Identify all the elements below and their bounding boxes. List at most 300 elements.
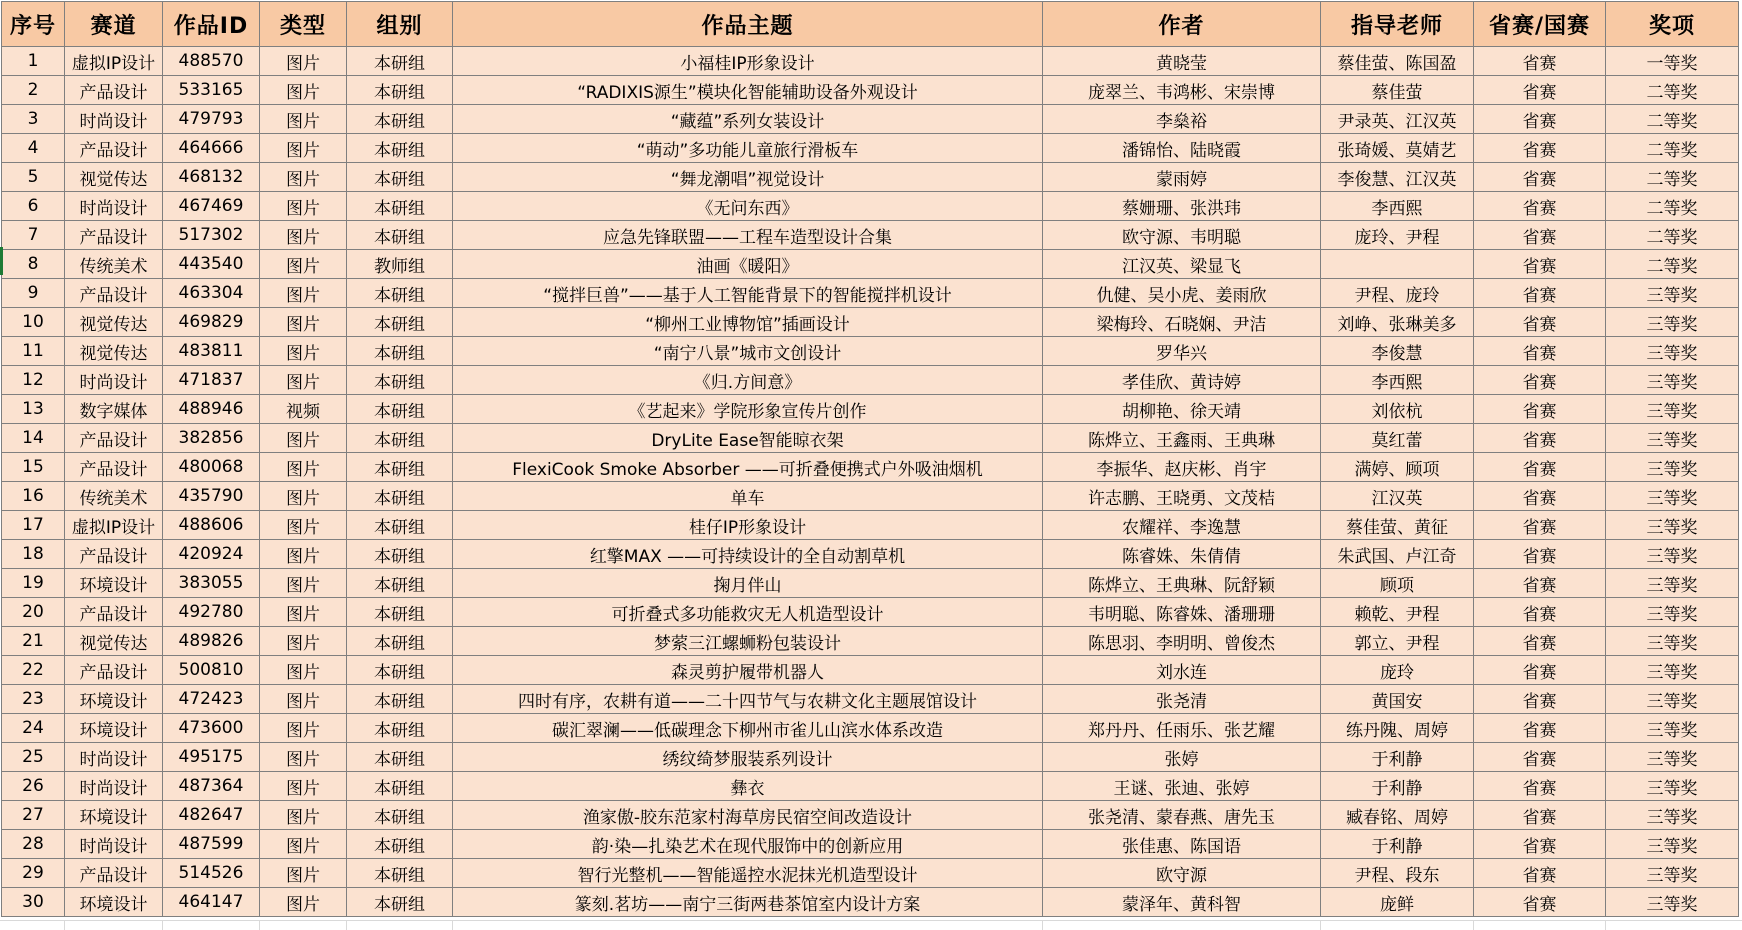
cell-col-advisors[interactable]: 江汉英 [1321, 482, 1474, 511]
cell-col-work-id[interactable]: 473600 [163, 714, 260, 743]
cell-col-type[interactable]: 图片 [260, 482, 347, 511]
cell-col-track[interactable]: 视觉传达 [65, 308, 163, 337]
cell-col-type[interactable]: 图片 [260, 192, 347, 221]
cell-col-work-id[interactable]: 480068 [163, 453, 260, 482]
header-col-level[interactable]: 省赛/国赛 [1474, 2, 1606, 47]
cell-col-work-id[interactable]: 517302 [163, 221, 260, 250]
cell-col-authors[interactable]: 胡柳艳、徐天靖 [1043, 395, 1321, 424]
cell-col-authors[interactable]: 蒙泽年、黄科智 [1043, 888, 1321, 917]
cell-col-award[interactable]: 三等奖 [1606, 743, 1739, 772]
cell-col-index[interactable]: 22 [2, 656, 65, 685]
cell-col-track[interactable]: 时尚设计 [65, 105, 163, 134]
cell-col-index[interactable]: 20 [2, 598, 65, 627]
cell-col-work-id[interactable]: 483811 [163, 337, 260, 366]
cell-col-group[interactable]: 本研组 [347, 598, 453, 627]
cell-col-type[interactable]: 图片 [260, 47, 347, 76]
cell-col-authors[interactable]: 陈睿姝、朱倩倩 [1043, 540, 1321, 569]
cell-col-level[interactable]: 省赛 [1474, 540, 1606, 569]
cell-col-track[interactable]: 视觉传达 [65, 627, 163, 656]
cell-col-advisors[interactable]: 尹程、段东 [1321, 859, 1474, 888]
cell-col-work-id[interactable]: 464147 [163, 888, 260, 917]
cell-col-title[interactable]: “柳州工业博物馆”插画设计 [453, 308, 1043, 337]
cell-col-group[interactable]: 本研组 [347, 772, 453, 801]
cell-col-advisors[interactable]: 朱武国、卢江奇 [1321, 540, 1474, 569]
cell-col-index[interactable]: 12 [2, 366, 65, 395]
cell-col-index[interactable]: 23 [2, 685, 65, 714]
cell-col-authors[interactable]: 张尧清、蒙春燕、唐先玉 [1043, 801, 1321, 830]
cell-col-work-id[interactable]: 463304 [163, 279, 260, 308]
cell-col-work-id[interactable]: 487364 [163, 772, 260, 801]
cell-col-type[interactable]: 图片 [260, 453, 347, 482]
cell-col-advisors[interactable]: 臧春铭、周婷 [1321, 801, 1474, 830]
cell-col-type[interactable]: 图片 [260, 772, 347, 801]
cell-col-group[interactable]: 本研组 [347, 337, 453, 366]
cell-col-title[interactable]: 篆刻.茗坊——南宁三街两巷茶馆室内设计方案 [453, 888, 1043, 917]
cell-col-award[interactable]: 三等奖 [1606, 279, 1739, 308]
cell-col-work-id[interactable]: 487599 [163, 830, 260, 859]
cell-col-title[interactable]: 应急先锋联盟——工程车造型设计合集 [453, 221, 1043, 250]
cell-col-level[interactable]: 省赛 [1474, 424, 1606, 453]
cell-col-award[interactable]: 二等奖 [1606, 163, 1739, 192]
cell-col-type[interactable]: 图片 [260, 76, 347, 105]
cell-col-type[interactable]: 图片 [260, 714, 347, 743]
cell-col-group[interactable]: 本研组 [347, 395, 453, 424]
cell-col-type[interactable]: 图片 [260, 105, 347, 134]
cell-col-type[interactable]: 图片 [260, 598, 347, 627]
cell-col-award[interactable]: 三等奖 [1606, 540, 1739, 569]
cell-col-track[interactable]: 时尚设计 [65, 772, 163, 801]
cell-col-level[interactable]: 省赛 [1474, 511, 1606, 540]
cell-col-authors[interactable]: 刘水连 [1043, 656, 1321, 685]
cell-col-title[interactable]: “搅拌巨兽”——基于人工智能背景下的智能搅拌机设计 [453, 279, 1043, 308]
cell-col-award[interactable]: 三等奖 [1606, 830, 1739, 859]
cell-col-type[interactable]: 图片 [260, 801, 347, 830]
cell-col-title[interactable]: 碳汇翠澜——低碳理念下柳州市雀儿山滨水体系改造 [453, 714, 1043, 743]
cell-col-advisors[interactable]: 庞鲜 [1321, 888, 1474, 917]
cell-col-index[interactable]: 24 [2, 714, 65, 743]
cell-col-award[interactable]: 三等奖 [1606, 772, 1739, 801]
cell-col-work-id[interactable]: 482647 [163, 801, 260, 830]
cell-col-type[interactable]: 图片 [260, 424, 347, 453]
cell-col-authors[interactable]: 黄晓莹 [1043, 47, 1321, 76]
cell-col-index[interactable]: 27 [2, 801, 65, 830]
cell-col-track[interactable]: 环境设计 [65, 801, 163, 830]
cell-col-level[interactable]: 省赛 [1474, 569, 1606, 598]
cell-col-index[interactable]: 15 [2, 453, 65, 482]
header-col-title[interactable]: 作品主题 [453, 2, 1043, 47]
cell-col-award[interactable]: 二等奖 [1606, 221, 1739, 250]
cell-col-index[interactable]: 3 [2, 105, 65, 134]
cell-col-group[interactable]: 本研组 [347, 453, 453, 482]
cell-col-index[interactable]: 9 [2, 279, 65, 308]
cell-col-title[interactable]: 油画《暖阳》 [453, 250, 1043, 279]
cell-col-index[interactable]: 21 [2, 627, 65, 656]
cell-col-level[interactable]: 省赛 [1474, 888, 1606, 917]
cell-col-award[interactable]: 三等奖 [1606, 482, 1739, 511]
cell-col-type[interactable]: 图片 [260, 366, 347, 395]
cell-col-track[interactable]: 产品设计 [65, 76, 163, 105]
cell-col-title[interactable]: “舞龙潮唱”视觉设计 [453, 163, 1043, 192]
cell-col-level[interactable]: 省赛 [1474, 743, 1606, 772]
cell-col-type[interactable]: 图片 [260, 859, 347, 888]
cell-col-award[interactable]: 三等奖 [1606, 453, 1739, 482]
cell-col-group[interactable]: 本研组 [347, 743, 453, 772]
cell-col-type[interactable]: 图片 [260, 250, 347, 279]
cell-col-authors[interactable]: 潘锦怡、陆晓霞 [1043, 134, 1321, 163]
cell-col-advisors[interactable]: 李西熙 [1321, 192, 1474, 221]
cell-col-type[interactable]: 视频 [260, 395, 347, 424]
cell-col-award[interactable]: 三等奖 [1606, 337, 1739, 366]
cell-col-level[interactable]: 省赛 [1474, 859, 1606, 888]
cell-col-authors[interactable]: 李振华、赵庆彬、肖宇 [1043, 453, 1321, 482]
cell-col-title[interactable]: 小福桂IP形象设计 [453, 47, 1043, 76]
cell-col-group[interactable]: 本研组 [347, 76, 453, 105]
cell-col-authors[interactable]: 韦明聪、陈睿姝、潘珊珊 [1043, 598, 1321, 627]
cell-col-title[interactable]: “南宁八景”城市文创设计 [453, 337, 1043, 366]
cell-col-group[interactable]: 本研组 [347, 511, 453, 540]
cell-col-title[interactable]: 《归.方间意》 [453, 366, 1043, 395]
cell-col-advisors[interactable]: 于利静 [1321, 743, 1474, 772]
header-col-index[interactable]: 序号 [2, 2, 65, 47]
cell-col-type[interactable]: 图片 [260, 627, 347, 656]
cell-col-level[interactable]: 省赛 [1474, 221, 1606, 250]
cell-col-title[interactable]: 单车 [453, 482, 1043, 511]
cell-col-group[interactable]: 本研组 [347, 163, 453, 192]
cell-col-index[interactable]: 17 [2, 511, 65, 540]
cell-col-type[interactable]: 图片 [260, 743, 347, 772]
cell-col-award[interactable]: 三等奖 [1606, 685, 1739, 714]
cell-col-title[interactable]: 渔家傲-胶东范家村海草房民宿空间改造设计 [453, 801, 1043, 830]
cell-col-type[interactable]: 图片 [260, 830, 347, 859]
cell-col-track[interactable]: 虚拟IP设计 [65, 511, 163, 540]
cell-col-group[interactable]: 本研组 [347, 134, 453, 163]
cell-col-level[interactable]: 省赛 [1474, 453, 1606, 482]
cell-col-title[interactable]: FlexiCook Smoke Absorber ——可折叠便携式户外吸油烟机 [453, 453, 1043, 482]
cell-col-work-id[interactable]: 443540 [163, 250, 260, 279]
cell-col-level[interactable]: 省赛 [1474, 366, 1606, 395]
cell-col-track[interactable]: 产品设计 [65, 453, 163, 482]
cell-col-level[interactable]: 省赛 [1474, 279, 1606, 308]
cell-col-type[interactable]: 图片 [260, 308, 347, 337]
cell-col-track[interactable]: 视觉传达 [65, 337, 163, 366]
cell-col-authors[interactable]: 许志鹏、王晓勇、文茂桔 [1043, 482, 1321, 511]
cell-col-level[interactable]: 省赛 [1474, 337, 1606, 366]
cell-col-index[interactable]: 16 [2, 482, 65, 511]
cell-col-title[interactable]: 韵·染—扎染艺术在现代服饰中的创新应用 [453, 830, 1043, 859]
cell-col-authors[interactable]: 仇健、吴小虎、姜雨欣 [1043, 279, 1321, 308]
cell-col-track[interactable]: 时尚设计 [65, 743, 163, 772]
cell-col-advisors[interactable]: 赖乾、尹程 [1321, 598, 1474, 627]
cell-col-award[interactable]: 三等奖 [1606, 366, 1739, 395]
cell-col-track[interactable]: 传统美术 [65, 482, 163, 511]
cell-col-type[interactable]: 图片 [260, 540, 347, 569]
cell-col-track[interactable]: 环境设计 [65, 888, 163, 917]
cell-col-work-id[interactable]: 382856 [163, 424, 260, 453]
cell-col-advisors[interactable] [1321, 250, 1474, 279]
cell-col-type[interactable]: 图片 [260, 569, 347, 598]
cell-col-advisors[interactable]: 练丹隗、周婷 [1321, 714, 1474, 743]
cell-col-title[interactable]: 梦萦三江螺蛳粉包装设计 [453, 627, 1043, 656]
cell-col-title[interactable]: 掬月伴山 [453, 569, 1043, 598]
cell-col-work-id[interactable]: 472423 [163, 685, 260, 714]
cell-col-type[interactable]: 图片 [260, 685, 347, 714]
cell-col-advisors[interactable]: 满婷、顾项 [1321, 453, 1474, 482]
cell-col-index[interactable]: 1 [2, 47, 65, 76]
cell-col-work-id[interactable]: 467469 [163, 192, 260, 221]
cell-col-group[interactable]: 本研组 [347, 221, 453, 250]
cell-col-title[interactable]: 可折叠式多功能救灾无人机造型设计 [453, 598, 1043, 627]
cell-col-award[interactable]: 三等奖 [1606, 424, 1739, 453]
header-col-group[interactable]: 组别 [347, 2, 453, 47]
cell-col-level[interactable]: 省赛 [1474, 395, 1606, 424]
cell-col-work-id[interactable]: 489826 [163, 627, 260, 656]
cell-col-track[interactable]: 产品设计 [65, 134, 163, 163]
cell-col-track[interactable]: 产品设计 [65, 279, 163, 308]
cell-col-advisors[interactable]: 莫红蕾 [1321, 424, 1474, 453]
cell-col-level[interactable]: 省赛 [1474, 134, 1606, 163]
cell-col-index[interactable]: 8 [2, 250, 65, 279]
cell-col-work-id[interactable]: 492780 [163, 598, 260, 627]
cell-col-authors[interactable]: 王谜、张迪、张婷 [1043, 772, 1321, 801]
cell-col-work-id[interactable]: 420924 [163, 540, 260, 569]
cell-col-work-id[interactable]: 469829 [163, 308, 260, 337]
cell-col-group[interactable]: 本研组 [347, 192, 453, 221]
cell-col-type[interactable]: 图片 [260, 888, 347, 917]
cell-col-index[interactable]: 7 [2, 221, 65, 250]
cell-col-level[interactable]: 省赛 [1474, 772, 1606, 801]
cell-col-index[interactable]: 5 [2, 163, 65, 192]
header-col-award[interactable]: 奖项 [1606, 2, 1739, 47]
cell-col-title[interactable]: 彝衣 [453, 772, 1043, 801]
cell-col-group[interactable]: 本研组 [347, 424, 453, 453]
cell-col-index[interactable]: 18 [2, 540, 65, 569]
header-col-type[interactable]: 类型 [260, 2, 347, 47]
cell-col-level[interactable]: 省赛 [1474, 76, 1606, 105]
cell-col-work-id[interactable]: 514526 [163, 859, 260, 888]
cell-col-track[interactable]: 时尚设计 [65, 366, 163, 395]
cell-col-track[interactable]: 时尚设计 [65, 830, 163, 859]
cell-col-index[interactable]: 6 [2, 192, 65, 221]
cell-col-work-id[interactable]: 495175 [163, 743, 260, 772]
cell-col-track[interactable]: 数字媒体 [65, 395, 163, 424]
cell-col-level[interactable]: 省赛 [1474, 47, 1606, 76]
cell-col-index[interactable]: 10 [2, 308, 65, 337]
cell-col-work-id[interactable]: 533165 [163, 76, 260, 105]
cell-col-advisors[interactable]: 尹录英、江汉英 [1321, 105, 1474, 134]
cell-col-group[interactable]: 本研组 [347, 830, 453, 859]
header-col-work-id[interactable]: 作品ID [163, 2, 260, 47]
cell-col-group[interactable]: 本研组 [347, 540, 453, 569]
cell-col-track[interactable]: 产品设计 [65, 540, 163, 569]
cell-col-level[interactable]: 省赛 [1474, 482, 1606, 511]
cell-col-advisors[interactable]: 庞玲、尹程 [1321, 221, 1474, 250]
cell-col-group[interactable]: 本研组 [347, 714, 453, 743]
cell-col-authors[interactable]: 农耀祥、李逸慧 [1043, 511, 1321, 540]
cell-col-level[interactable]: 省赛 [1474, 801, 1606, 830]
cell-col-index[interactable]: 14 [2, 424, 65, 453]
cell-col-title[interactable]: 红擎MAX ——可持续设计的全自动割草机 [453, 540, 1043, 569]
cell-col-work-id[interactable]: 488946 [163, 395, 260, 424]
cell-col-work-id[interactable]: 435790 [163, 482, 260, 511]
cell-col-award[interactable]: 二等奖 [1606, 192, 1739, 221]
cell-col-award[interactable]: 三等奖 [1606, 859, 1739, 888]
cell-col-award[interactable]: 三等奖 [1606, 888, 1739, 917]
cell-col-type[interactable]: 图片 [260, 279, 347, 308]
cell-col-work-id[interactable]: 464666 [163, 134, 260, 163]
cell-col-track[interactable]: 产品设计 [65, 598, 163, 627]
cell-col-title[interactable]: DryLite Ease智能晾衣架 [453, 424, 1043, 453]
cell-col-award[interactable]: 三等奖 [1606, 511, 1739, 540]
cell-col-group[interactable]: 本研组 [347, 366, 453, 395]
cell-col-authors[interactable]: 蔡姗珊、张洪玮 [1043, 192, 1321, 221]
cell-col-type[interactable]: 图片 [260, 337, 347, 366]
cell-col-advisors[interactable]: 郭立、尹程 [1321, 627, 1474, 656]
cell-col-authors[interactable]: 郑丹丹、任雨乐、张艺耀 [1043, 714, 1321, 743]
cell-col-index[interactable]: 19 [2, 569, 65, 598]
cell-col-title[interactable]: 森灵剪护履带机器人 [453, 656, 1043, 685]
cell-col-award[interactable]: 二等奖 [1606, 134, 1739, 163]
cell-col-level[interactable]: 省赛 [1474, 627, 1606, 656]
cell-col-authors[interactable]: 陈烨立、王鑫雨、王典琳 [1043, 424, 1321, 453]
cell-col-type[interactable]: 图片 [260, 511, 347, 540]
cell-col-title[interactable]: “RADIXIS源生”模块化智能辅助设备外观设计 [453, 76, 1043, 105]
cell-col-level[interactable]: 省赛 [1474, 598, 1606, 627]
cell-col-level[interactable]: 省赛 [1474, 192, 1606, 221]
cell-col-index[interactable]: 29 [2, 859, 65, 888]
cell-col-group[interactable]: 本研组 [347, 888, 453, 917]
cell-col-advisors[interactable]: 蔡佳萤 [1321, 76, 1474, 105]
cell-col-group[interactable]: 本研组 [347, 656, 453, 685]
cell-col-title[interactable]: 桂仔IP形象设计 [453, 511, 1043, 540]
cell-col-authors[interactable]: 欧守源、韦明聪 [1043, 221, 1321, 250]
header-col-authors[interactable]: 作者 [1043, 2, 1321, 47]
cell-col-authors[interactable]: 陈烨立、王典琳、阮舒颖 [1043, 569, 1321, 598]
cell-col-index[interactable]: 26 [2, 772, 65, 801]
cell-col-track[interactable]: 产品设计 [65, 424, 163, 453]
cell-col-type[interactable]: 图片 [260, 656, 347, 685]
cell-col-authors[interactable]: 张尧清 [1043, 685, 1321, 714]
cell-col-level[interactable]: 省赛 [1474, 685, 1606, 714]
cell-col-advisors[interactable]: 于利静 [1321, 830, 1474, 859]
cell-col-advisors[interactable]: 蔡佳萤、陈国盈 [1321, 47, 1474, 76]
cell-col-authors[interactable]: 江汉英、梁显飞 [1043, 250, 1321, 279]
cell-col-authors[interactable]: 梁梅玲、石晓娴、尹洁 [1043, 308, 1321, 337]
cell-col-authors[interactable]: 蒙雨婷 [1043, 163, 1321, 192]
cell-col-track[interactable]: 视觉传达 [65, 163, 163, 192]
cell-col-index[interactable]: 25 [2, 743, 65, 772]
cell-col-title[interactable]: “萌动”多功能儿童旅行滑板车 [453, 134, 1043, 163]
cell-col-group[interactable]: 本研组 [347, 47, 453, 76]
cell-col-level[interactable]: 省赛 [1474, 656, 1606, 685]
cell-col-level[interactable]: 省赛 [1474, 714, 1606, 743]
cell-col-authors[interactable]: 张佳惠、陈国语 [1043, 830, 1321, 859]
cell-col-advisors[interactable]: 李西熙 [1321, 366, 1474, 395]
cell-col-advisors[interactable]: 于利静 [1321, 772, 1474, 801]
cell-col-award[interactable]: 三等奖 [1606, 308, 1739, 337]
cell-col-advisors[interactable]: 刘峥、张琳美多 [1321, 308, 1474, 337]
cell-col-index[interactable]: 11 [2, 337, 65, 366]
cell-col-track[interactable]: 产品设计 [65, 859, 163, 888]
cell-col-group[interactable]: 本研组 [347, 279, 453, 308]
cell-col-track[interactable]: 环境设计 [65, 569, 163, 598]
cell-col-work-id[interactable]: 479793 [163, 105, 260, 134]
cell-col-authors[interactable]: 罗华兴 [1043, 337, 1321, 366]
cell-col-authors[interactable]: 欧守源 [1043, 859, 1321, 888]
cell-col-award[interactable]: 三等奖 [1606, 714, 1739, 743]
cell-col-title[interactable]: “藏蕴”系列女装设计 [453, 105, 1043, 134]
cell-col-advisors[interactable]: 李俊慧、江汉英 [1321, 163, 1474, 192]
cell-col-index[interactable]: 4 [2, 134, 65, 163]
cell-col-group[interactable]: 本研组 [347, 627, 453, 656]
cell-col-track[interactable]: 环境设计 [65, 714, 163, 743]
cell-col-track[interactable]: 虚拟IP设计 [65, 47, 163, 76]
cell-col-advisors[interactable]: 庞玲 [1321, 656, 1474, 685]
cell-col-authors[interactable]: 李燊裕 [1043, 105, 1321, 134]
cell-col-group[interactable]: 本研组 [347, 569, 453, 598]
cell-col-award[interactable]: 三等奖 [1606, 569, 1739, 598]
cell-col-award[interactable]: 三等奖 [1606, 801, 1739, 830]
cell-col-work-id[interactable]: 383055 [163, 569, 260, 598]
cell-col-work-id[interactable]: 488606 [163, 511, 260, 540]
cell-col-title[interactable]: 《艺起来》学院形象宣传片创作 [453, 395, 1043, 424]
cell-col-index[interactable]: 2 [2, 76, 65, 105]
cell-col-group[interactable]: 本研组 [347, 801, 453, 830]
cell-col-award[interactable]: 二等奖 [1606, 250, 1739, 279]
cell-col-authors[interactable]: 庞翠兰、韦鸿彬、宋崇博 [1043, 76, 1321, 105]
cell-col-advisors[interactable]: 尹程、庞玲 [1321, 279, 1474, 308]
cell-col-award[interactable]: 二等奖 [1606, 76, 1739, 105]
cell-col-type[interactable]: 图片 [260, 221, 347, 250]
cell-col-group[interactable]: 本研组 [347, 685, 453, 714]
cell-col-advisors[interactable]: 顾项 [1321, 569, 1474, 598]
cell-col-work-id[interactable]: 488570 [163, 47, 260, 76]
cell-col-type[interactable]: 图片 [260, 163, 347, 192]
cell-col-award[interactable]: 三等奖 [1606, 656, 1739, 685]
cell-col-advisors[interactable]: 蔡佳萤、黄征 [1321, 511, 1474, 540]
cell-col-track[interactable]: 环境设计 [65, 685, 163, 714]
cell-col-track[interactable]: 产品设计 [65, 221, 163, 250]
cell-col-level[interactable]: 省赛 [1474, 830, 1606, 859]
cell-col-authors[interactable]: 张婷 [1043, 743, 1321, 772]
cell-col-level[interactable]: 省赛 [1474, 250, 1606, 279]
cell-col-type[interactable]: 图片 [260, 134, 347, 163]
cell-col-work-id[interactable]: 471837 [163, 366, 260, 395]
cell-col-level[interactable]: 省赛 [1474, 308, 1606, 337]
cell-col-award[interactable]: 三等奖 [1606, 395, 1739, 424]
cell-col-award[interactable]: 三等奖 [1606, 627, 1739, 656]
cell-col-track[interactable]: 传统美术 [65, 250, 163, 279]
header-col-advisors[interactable]: 指导老师 [1321, 2, 1474, 47]
cell-col-authors[interactable]: 孝佳欣、黄诗婷 [1043, 366, 1321, 395]
cell-col-advisors[interactable]: 黄国安 [1321, 685, 1474, 714]
cell-col-authors[interactable]: 陈思羽、李明明、曾俊杰 [1043, 627, 1321, 656]
header-col-track[interactable]: 赛道 [65, 2, 163, 47]
cell-col-index[interactable]: 13 [2, 395, 65, 424]
cell-col-title[interactable]: 《无问东西》 [453, 192, 1043, 221]
cell-col-level[interactable]: 省赛 [1474, 163, 1606, 192]
cell-col-level[interactable]: 省赛 [1474, 105, 1606, 134]
cell-col-work-id[interactable]: 500810 [163, 656, 260, 685]
cell-col-track[interactable]: 时尚设计 [65, 192, 163, 221]
cell-col-advisors[interactable]: 刘依杭 [1321, 395, 1474, 424]
cell-col-work-id[interactable]: 468132 [163, 163, 260, 192]
cell-col-track[interactable]: 产品设计 [65, 656, 163, 685]
cell-col-award[interactable]: 一等奖 [1606, 47, 1739, 76]
cell-col-group[interactable]: 本研组 [347, 859, 453, 888]
cell-col-advisors[interactable]: 张琦媛、莫婧艺 [1321, 134, 1474, 163]
cell-col-group[interactable]: 本研组 [347, 308, 453, 337]
cell-col-group[interactable]: 本研组 [347, 482, 453, 511]
